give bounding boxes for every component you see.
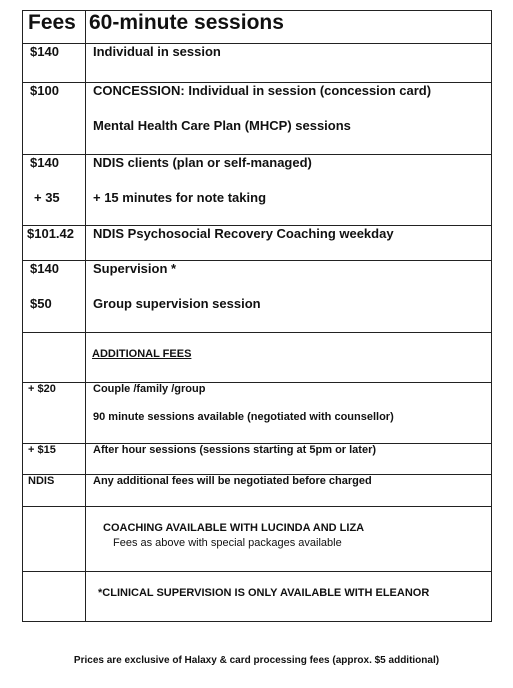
table-row bbox=[23, 572, 492, 622]
price-cell: NDIS bbox=[28, 475, 55, 487]
additional-fees-heading: ADDITIONAL FEES bbox=[92, 348, 192, 360]
table-row bbox=[23, 83, 492, 155]
price-cell: $140 bbox=[30, 44, 59, 59]
price-cell: + $15 bbox=[28, 444, 56, 456]
table-row bbox=[23, 44, 492, 83]
price-cell: $50 bbox=[30, 296, 52, 311]
description-cell: After hour sessions (sessions starting at 5pm or later) bbox=[93, 444, 377, 456]
table-row bbox=[23, 444, 492, 475]
table-header-row bbox=[23, 11, 492, 44]
coaching-subnote: Fees as above with special packages available bbox=[113, 537, 342, 549]
coaching-note: COACHING AVAILABLE WITH LUCINDA AND LIZA bbox=[103, 522, 365, 534]
description-cell: Mental Health Care Plan (MHCP) sessions bbox=[93, 118, 351, 133]
price-cell: $101.42 bbox=[27, 226, 74, 241]
price-cell: $140 bbox=[30, 261, 59, 276]
footer-note: Prices are exclusive of Halaxy & card processing fees (approx. $5 additional) bbox=[73, 655, 440, 666]
table-row bbox=[23, 333, 492, 383]
sessions-header: 60-minute sessions bbox=[86, 11, 492, 44]
price-cell: + 35 bbox=[34, 190, 60, 205]
table-row bbox=[23, 155, 492, 226]
table-row bbox=[23, 507, 492, 572]
description-cell: Couple /family /group bbox=[93, 383, 206, 395]
description-cell: 90 minute sessions available (negotiated with counsellor) bbox=[93, 411, 394, 423]
price-cell: $140 bbox=[30, 155, 59, 170]
description-cell: NDIS Psychosocial Recovery Coaching weekday bbox=[93, 226, 394, 241]
description-cell: Supervision * bbox=[93, 261, 177, 276]
description-cell: Group supervision session bbox=[93, 296, 261, 311]
table-row bbox=[23, 226, 492, 261]
table-row bbox=[23, 261, 492, 333]
description-cell: Individual in session bbox=[93, 44, 221, 59]
description-cell: Any additional fees will be negotiated before charged bbox=[93, 475, 372, 487]
table-row bbox=[23, 383, 492, 444]
price-cell: $100 bbox=[30, 83, 59, 98]
fees-table bbox=[22, 10, 492, 622]
description-cell: NDIS clients (plan or self-managed) bbox=[93, 155, 312, 170]
fees-header: Fees bbox=[23, 11, 86, 44]
description-cell: + 15 minutes for note taking bbox=[93, 190, 267, 205]
clinical-supervision-note: *CLINICAL SUPERVISION IS ONLY AVAILABLE WITH ELEANOR bbox=[98, 587, 430, 599]
description-cell: CONCESSION: Individual in session (concession card) bbox=[93, 83, 432, 98]
price-cell: + $20 bbox=[28, 383, 56, 395]
table-row bbox=[23, 475, 492, 507]
